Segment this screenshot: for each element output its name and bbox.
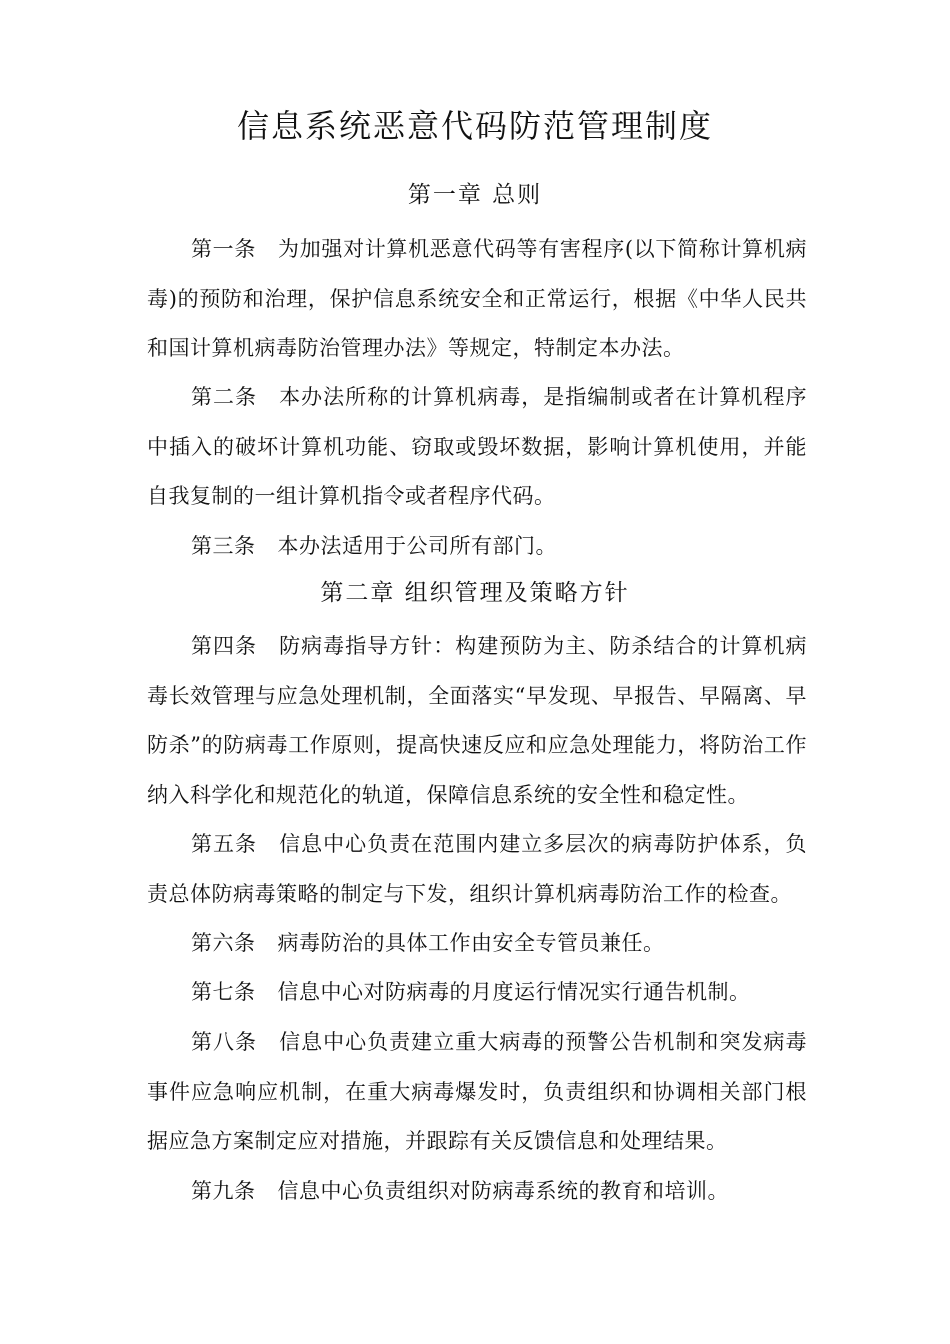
article-text: 防病毒指导方针：构建预防为主、防杀结合的计算机病毒长效管理与应急处理机制，全面落实“早发现、早报告、早隔离、早防杀”的防病毒工作原则，提高快速反应和应急处理能力，将防治工作纳入科学化和规范化的轨道，保障信息系统的安全性和稳定性。: [147, 634, 808, 807]
article-text: 本办法适用于公司所有部门。: [277, 534, 557, 558]
chapter-heading-1: 第一章 总则: [407, 182, 543, 208]
article-text: 信息中心负责组织对防病毒系统的教育和培训。: [277, 1179, 729, 1203]
article-number: 第四条: [191, 634, 258, 658]
article-1: [147, 225, 807, 374]
article-8: [147, 1018, 807, 1167]
document-title: 信息系统恶意代码防范管理制度: [236, 107, 713, 145]
article-9: [147, 1167, 807, 1217]
chapter-heading-2: 第二章 组织管理及策略方针: [320, 580, 630, 606]
article-5: [147, 820, 807, 919]
article-7: [147, 968, 807, 1018]
article-text: 信息中心负责建立重大病毒的预警公告机制和突发病毒事件应急响应机制，在重大病毒爆发时，负责组织和协调相关部门根据应急方案制定应对措施，并跟踪有关反馈信息和处理结果。: [147, 1030, 808, 1153]
article-4: [147, 622, 807, 820]
article-text: 为加强对计算机恶意代码等有害程序(以下简称计算机病毒)的预防和治理，保护信息系统安全和正常运行，根据《中华人民共和国计算机病毒防治管理办法》等规定，特制定本办法。: [147, 237, 808, 360]
article-number: 第五条: [191, 832, 258, 856]
article-number: 第八条: [191, 1030, 258, 1054]
article-number: 第三条: [191, 534, 256, 558]
article-6: [147, 919, 807, 969]
article-text: 本办法所称的计算机病毒，是指编制或者在计算机程序中插入的破坏计算机功能、窃取或毁坏数据，影响计算机使用，并能自我复制的一组计算机指令或者程序代码。: [147, 385, 808, 508]
article-number: 第六条: [191, 931, 256, 955]
article-number: 第一条: [191, 237, 257, 261]
article-2: [147, 373, 807, 522]
article-number: 第七条: [191, 980, 256, 1004]
article-3: [147, 522, 807, 572]
article-text: 病毒防治的具体工作由安全专管员兼任。: [277, 931, 665, 955]
article-text: 信息中心负责在范围内建立多层次的病毒防护体系，负责总体防病毒策略的制定与下发，组织计算机病毒防治工作的检查。: [147, 832, 808, 906]
article-text: 信息中心对防病毒的月度运行情况实行通告机制。: [277, 980, 751, 1004]
article-number: 第九条: [191, 1179, 256, 1203]
article-number: 第二条: [191, 385, 258, 409]
